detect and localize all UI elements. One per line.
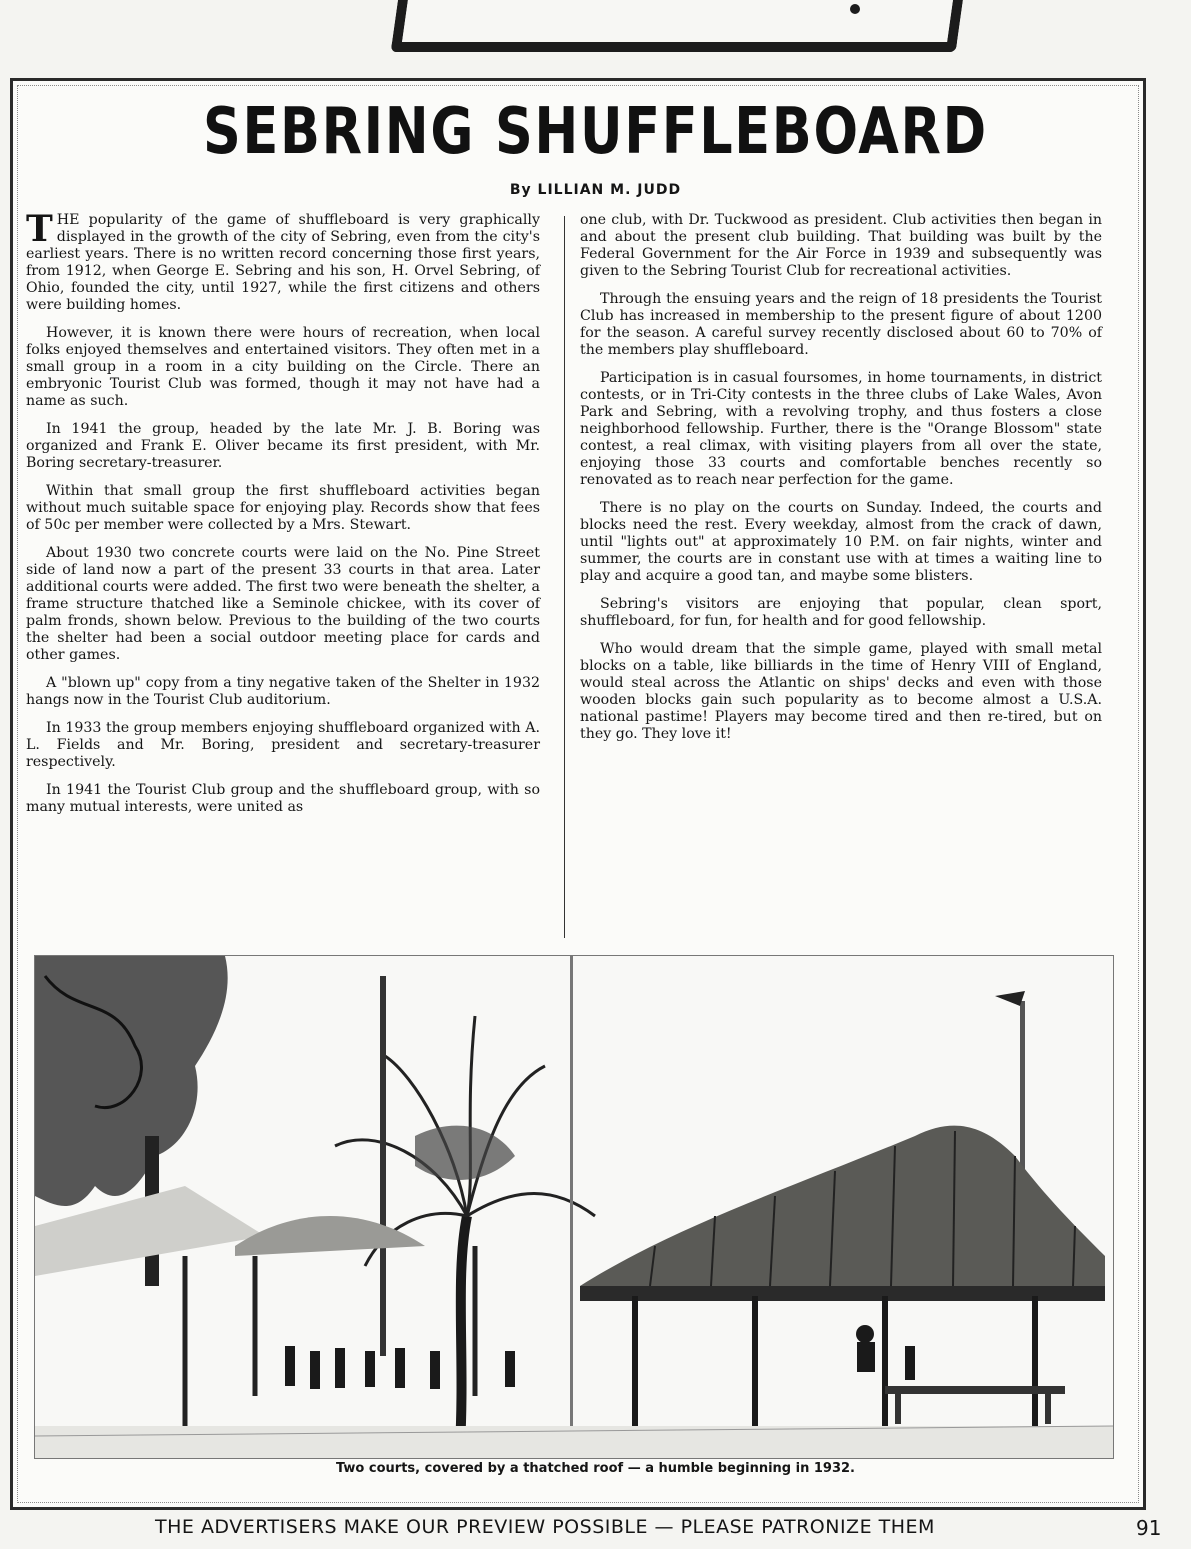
- paragraph: In 1941 the Tourist Club group and the shuffleboard group, with so many mutual interests, were united as: [26, 782, 540, 815]
- page-number: 91: [1136, 1516, 1162, 1540]
- paragraph: Who would dream that the simple game, played with small metal blocks on a table, like billiards in the time of Henry VIII of England, would steal across the Atlantic on ships' decks and even with those wooden blocks gain such popularity as to become almost a U.S.A. national pastime! Players may become tired and then re-tired, but on they go. They love it!: [580, 641, 1102, 742]
- drop-cap: T: [26, 208, 53, 250]
- paragraph: In 1933 the group members enjoying shuffleboard organized with A. L. Fields and Mr. Boring, president and secretary-treasurer respectively.: [26, 720, 540, 770]
- paragraph: A "blown up" copy from a tiny negative taken of the Shelter in 1932 hangs now in the Tourist Club auditorium.: [26, 675, 540, 708]
- paragraph: Sebring's visitors are enjoying that popular, clean sport, shuffleboard, for fun, for health and for good fellowship.: [580, 596, 1102, 629]
- paragraph: In 1941 the group, headed by the late Mr. J. B. Boring was organized and Frank E. Oliver became its first president, with Mr. Boring secretary-treasurer.: [26, 421, 540, 471]
- left-column: [26, 208, 540, 827]
- paragraph: Participation is in casual foursomes, in home tournaments, in district contests, or in Tri-City contests in the three clubs of Lake Wales, Avon Park and Sebring, with a revolving trophy, and thus fosters a close neighborhood fellowship. Further, there is the "Orange Blossom" state contest, a real climax, with visiting players from all over the state, enjoying those 33 courts and comfortable benches recently so renovated as to reach near perfection for the game.: [580, 370, 1102, 488]
- article-byline: By LILLIAN M. JUDD: [509, 182, 682, 198]
- right-column: [580, 212, 1102, 754]
- shelter-photo: [34, 955, 1114, 1459]
- photo-caption: Two courts, covered by a thatched roof — a humble beginning in 1932.: [335, 1461, 856, 1476]
- footer-text: THE ADVERTISERS MAKE OUR PREVIEW POSSIBLE — PLEASE PATRONIZE THEM: [155, 1516, 935, 1538]
- article-title: SEBRING SHUFFLEBOARD: [203, 95, 988, 169]
- paragraph: THE popularity of the game of shuffleboard is very graphically displayed in the growth of the city of Sebring, even from the city's earliest years. There is no written record concerning those first years, from 1912, when George E. Sebring and his son, H. Orvel Sebring, of Ohio, founded the city, until 1927, while the first citizens and others were building homes.: [26, 208, 540, 313]
- paragraph: Through the ensuing years and the reign of 18 presidents the Tourist Club has increased in membership to the present figure of about 1200 for the season. A careful survey recently disclosed about 60 to 70% of the members play shuffleboard.: [580, 291, 1102, 358]
- ink-spot: [850, 4, 860, 14]
- paragraph: There is no play on the courts on Sunday. Indeed, the courts and blocks need the rest. Every weekday, almost from the crack of dawn, until "lights out" at approximately 10 P.M. on fair nights, winter and summer, the courts are in constant use with at times a waiting line to play and acquire a good tan, and maybe some blisters.: [580, 500, 1102, 584]
- column-divider: [564, 216, 565, 938]
- paragraph: one club, with Dr. Tuckwood as president. Club activities then began in and about the present club building. That building was built by the Federal Government for the Air Force in 1939 and subsequently was given to the Sebring Tourist Club for recreational activities.: [580, 212, 1102, 279]
- top-decorative-frame: [391, 0, 965, 52]
- paragraph: However, it is known there were hours of recreation, when local folks enjoyed themselves and entertained visitors. They often met in a small group in a room in a city building on the Circle. There an embryonic Tourist Club was formed, though it may not have had a name as such.: [26, 325, 540, 409]
- paragraph: Within that small group the first shuffleboard activities began without much suitable space for enjoying play. Records show that fees of 50c per member were collected by a Mrs. Stewart.: [26, 483, 540, 533]
- paragraph: About 1930 two concrete courts were laid on the No. Pine Street side of land now a part of the present 33 courts in that area. Later additional courts were added. The first two were beneath the shelter, a frame structure thatched like a Seminole chickee, with its cover of palm fronds, shown below. Previous to the building of the two courts the shelter had been a social outdoor meeting place for cards and other games.: [26, 545, 540, 663]
